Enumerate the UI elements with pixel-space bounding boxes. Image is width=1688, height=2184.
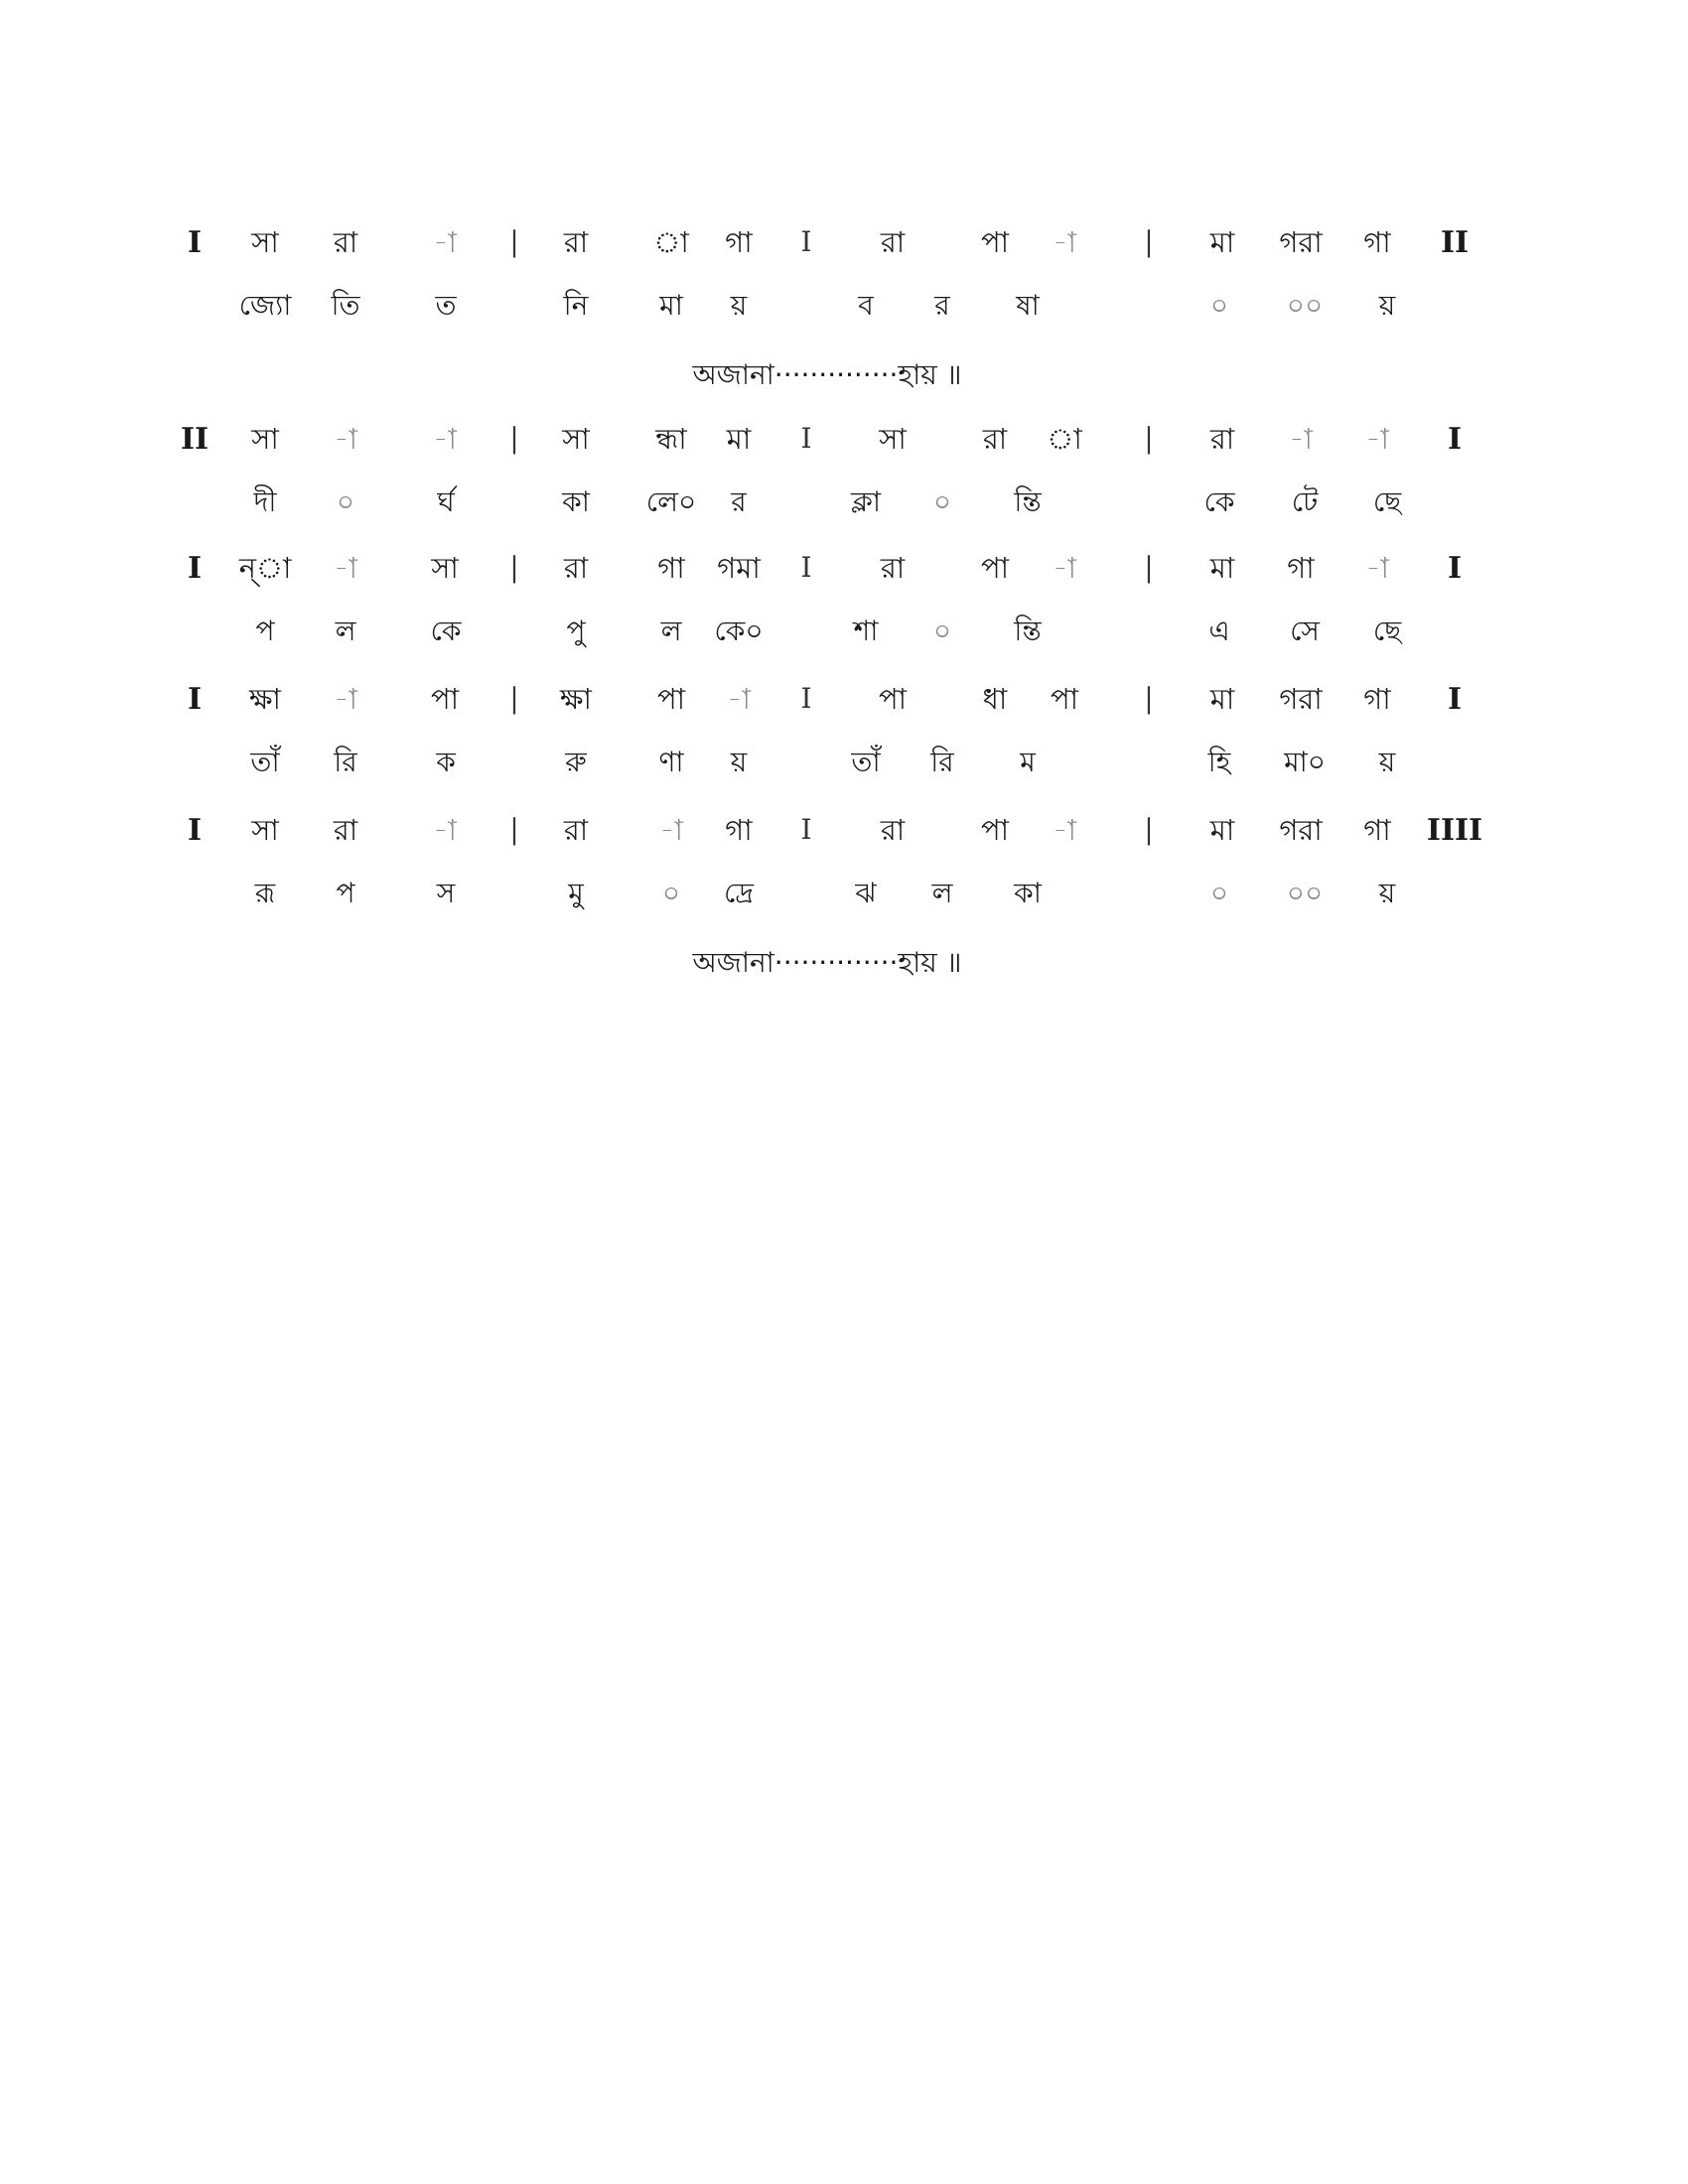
swara-note: -া bbox=[1053, 551, 1076, 585]
barline: | bbox=[1144, 422, 1154, 455]
barline: I bbox=[1447, 682, 1463, 717]
barline: | bbox=[1144, 813, 1154, 846]
barline: I bbox=[1447, 422, 1463, 457]
swara-note: সা bbox=[431, 551, 459, 585]
lyric-syllable: কা bbox=[562, 485, 590, 518]
lyric-syllable: য় bbox=[1378, 289, 1396, 322]
lyric-syllable: ণা bbox=[658, 746, 684, 778]
lyric-syllable: ল bbox=[660, 614, 682, 647]
lyric-syllable: প bbox=[255, 614, 275, 647]
swara-note: গা bbox=[657, 551, 685, 585]
swara-note: রা bbox=[880, 225, 906, 259]
barline: I bbox=[187, 551, 203, 586]
swara-note: সা bbox=[879, 422, 907, 456]
swara-note: গরা bbox=[1279, 682, 1323, 716]
lyric-syllable: য় bbox=[1378, 746, 1396, 778]
swara-note: পা bbox=[656, 682, 686, 716]
swara-note: -া bbox=[433, 422, 457, 456]
lyric-syllable: য় bbox=[730, 289, 748, 322]
lyric-syllable: তি bbox=[331, 289, 360, 322]
swara-note: ক্ষা bbox=[560, 682, 592, 716]
barline: | bbox=[1144, 225, 1154, 258]
lyric-syllable: ন্তি bbox=[1014, 485, 1042, 518]
swara-note: ন্া bbox=[238, 551, 292, 585]
swara-note: -া bbox=[1053, 813, 1076, 847]
swara-note: -া bbox=[334, 422, 357, 456]
barline: | bbox=[509, 682, 519, 715]
swara-note: রা bbox=[563, 225, 589, 259]
swara-note: রা bbox=[982, 422, 1008, 456]
swara-note: গরা bbox=[1279, 225, 1323, 259]
swara-note: গা bbox=[1363, 682, 1391, 716]
barline: II bbox=[1440, 225, 1470, 260]
barline: I bbox=[800, 422, 812, 455]
swara-note: গা bbox=[1287, 551, 1315, 585]
barline: I bbox=[187, 225, 203, 260]
lyric-syllable: ম bbox=[1020, 746, 1036, 778]
lyric-syllable: ক্লা bbox=[850, 485, 882, 518]
lyric-syllable: হি bbox=[1207, 746, 1231, 778]
swara-note: রা bbox=[880, 813, 906, 847]
swara-note: মা bbox=[1209, 551, 1235, 585]
swara-note: া bbox=[1047, 422, 1082, 456]
swara-note: গা bbox=[1363, 813, 1391, 847]
lyric-syllable: ক bbox=[436, 746, 456, 778]
barline: | bbox=[509, 551, 519, 584]
swara-note: পা bbox=[878, 682, 908, 716]
swara-note: -া bbox=[1289, 422, 1313, 456]
lyric-syllable: রু bbox=[565, 746, 587, 778]
lyric-syllable: রি bbox=[930, 746, 954, 778]
lyric-syllable: মা০ bbox=[1284, 746, 1326, 778]
refrain-text: অজানা··············হায় ॥ bbox=[692, 358, 962, 391]
swara-note: সা bbox=[251, 422, 279, 456]
swara-note: সা bbox=[251, 225, 279, 259]
swara-note: রা bbox=[563, 813, 589, 847]
swara-note: পা bbox=[980, 551, 1010, 585]
barline: | bbox=[509, 813, 519, 846]
lyric-syllable: ০ bbox=[932, 614, 952, 647]
swara-note: মা bbox=[1209, 813, 1235, 847]
barline: IIII bbox=[1426, 813, 1483, 848]
barline: | bbox=[1144, 682, 1154, 715]
swara-note: রা bbox=[563, 551, 589, 585]
lyric-syllable: ছে bbox=[1372, 614, 1402, 647]
lyric-syllable: র bbox=[731, 485, 747, 518]
barline: | bbox=[1144, 551, 1154, 584]
swara-note: -া bbox=[334, 682, 357, 716]
swara-note: -া bbox=[433, 813, 457, 847]
lyric-syllable: কা bbox=[1014, 877, 1042, 909]
lyric-syllable: রি bbox=[334, 746, 357, 778]
lyric-syllable: কে০ bbox=[714, 614, 764, 647]
swara-note: গা bbox=[1363, 225, 1391, 259]
lyric-syllable: দ্রে bbox=[724, 877, 754, 909]
swara-note: রা bbox=[333, 813, 358, 847]
swara-note: রা bbox=[1209, 422, 1235, 456]
swara-note: ন্ধা bbox=[655, 422, 687, 456]
swara-note: সা bbox=[562, 422, 590, 456]
swara-note: পা bbox=[1050, 682, 1079, 716]
lyric-syllable: ত bbox=[435, 289, 457, 322]
swara-note: মা bbox=[726, 422, 752, 456]
barline: I bbox=[800, 813, 812, 846]
lyric-syllable: ০ bbox=[336, 485, 355, 518]
lyric-syllable: র্ঘ bbox=[437, 485, 455, 518]
swara-note: মা bbox=[1209, 682, 1235, 716]
barline: I bbox=[800, 225, 812, 258]
lyric-syllable: ব bbox=[858, 289, 874, 322]
swara-note: সা bbox=[251, 813, 279, 847]
lyric-syllable: ছে bbox=[1372, 485, 1402, 518]
swara-note: পা bbox=[980, 813, 1010, 847]
swara-note: ধা bbox=[982, 682, 1008, 716]
lyric-syllable: টে bbox=[1291, 485, 1319, 518]
lyric-syllable: ০ bbox=[1209, 289, 1229, 322]
lyric-syllable: য় bbox=[1378, 877, 1396, 909]
barline: I bbox=[187, 813, 203, 848]
swara-note: পা bbox=[980, 225, 1010, 259]
lyric-syllable: শা bbox=[853, 614, 879, 647]
swara-note: পা bbox=[430, 682, 460, 716]
lyric-syllable: কে bbox=[430, 614, 462, 647]
lyric-syllable: য় bbox=[730, 746, 748, 778]
lyric-syllable: ০ bbox=[1209, 877, 1229, 909]
lyric-syllable: র bbox=[934, 289, 950, 322]
swara-note: গা bbox=[725, 813, 753, 847]
barline: | bbox=[509, 422, 519, 455]
lyric-syllable: সে bbox=[1290, 614, 1320, 647]
barline: | bbox=[509, 225, 519, 258]
lyric-syllable: তাঁ bbox=[250, 746, 280, 778]
swara-note: গরা bbox=[1279, 813, 1323, 847]
lyric-syllable: ল bbox=[931, 877, 953, 909]
lyric-syllable: পু bbox=[566, 614, 586, 647]
swara-note: গা bbox=[725, 225, 753, 259]
swara-note: -া bbox=[659, 813, 683, 847]
lyric-syllable: তাঁ bbox=[851, 746, 881, 778]
lyric-syllable: দী bbox=[253, 485, 277, 518]
lyric-syllable: স bbox=[436, 877, 456, 909]
barline: I bbox=[1447, 551, 1463, 586]
swara-note: -া bbox=[727, 682, 751, 716]
lyric-syllable: মা bbox=[659, 289, 683, 322]
lyric-syllable: কে bbox=[1203, 485, 1235, 518]
swara-note: -া bbox=[433, 225, 457, 259]
refrain-text: অজানা··············হায় ॥ bbox=[692, 946, 962, 979]
swara-note: -া bbox=[1053, 225, 1076, 259]
swara-note: ক্ষা bbox=[249, 682, 281, 716]
swara-note: -া bbox=[1365, 551, 1389, 585]
lyric-syllable: ০ bbox=[932, 485, 952, 518]
swara-note: া bbox=[653, 225, 689, 259]
barline: I bbox=[800, 682, 812, 715]
barline: I bbox=[800, 551, 812, 584]
lyric-syllable: ন্তি bbox=[1014, 614, 1042, 647]
lyric-syllable: ০০ bbox=[1286, 877, 1324, 909]
barline: II bbox=[180, 422, 210, 457]
swara-note: -া bbox=[334, 551, 357, 585]
lyric-syllable: ০ bbox=[661, 877, 681, 909]
lyric-syllable: রূ bbox=[254, 877, 276, 909]
lyric-syllable: নি bbox=[563, 289, 589, 322]
barline: I bbox=[187, 682, 203, 717]
lyric-syllable: ঝ bbox=[855, 877, 877, 909]
lyric-syllable: জ্যো bbox=[238, 289, 292, 322]
lyric-syllable: ল bbox=[335, 614, 356, 647]
lyric-syllable: এ bbox=[1208, 614, 1230, 647]
lyric-syllable: প bbox=[336, 877, 355, 909]
swara-note: -া bbox=[1365, 422, 1389, 456]
swara-note: রা bbox=[333, 225, 358, 259]
swara-note: রা bbox=[880, 551, 906, 585]
lyric-syllable: মু bbox=[568, 877, 584, 909]
lyric-syllable: লে০ bbox=[645, 485, 697, 518]
lyric-syllable: ষা bbox=[1016, 289, 1040, 322]
swara-note: মা bbox=[1209, 225, 1235, 259]
lyric-syllable: ০০ bbox=[1286, 289, 1324, 322]
swara-note: গমা bbox=[717, 551, 761, 585]
